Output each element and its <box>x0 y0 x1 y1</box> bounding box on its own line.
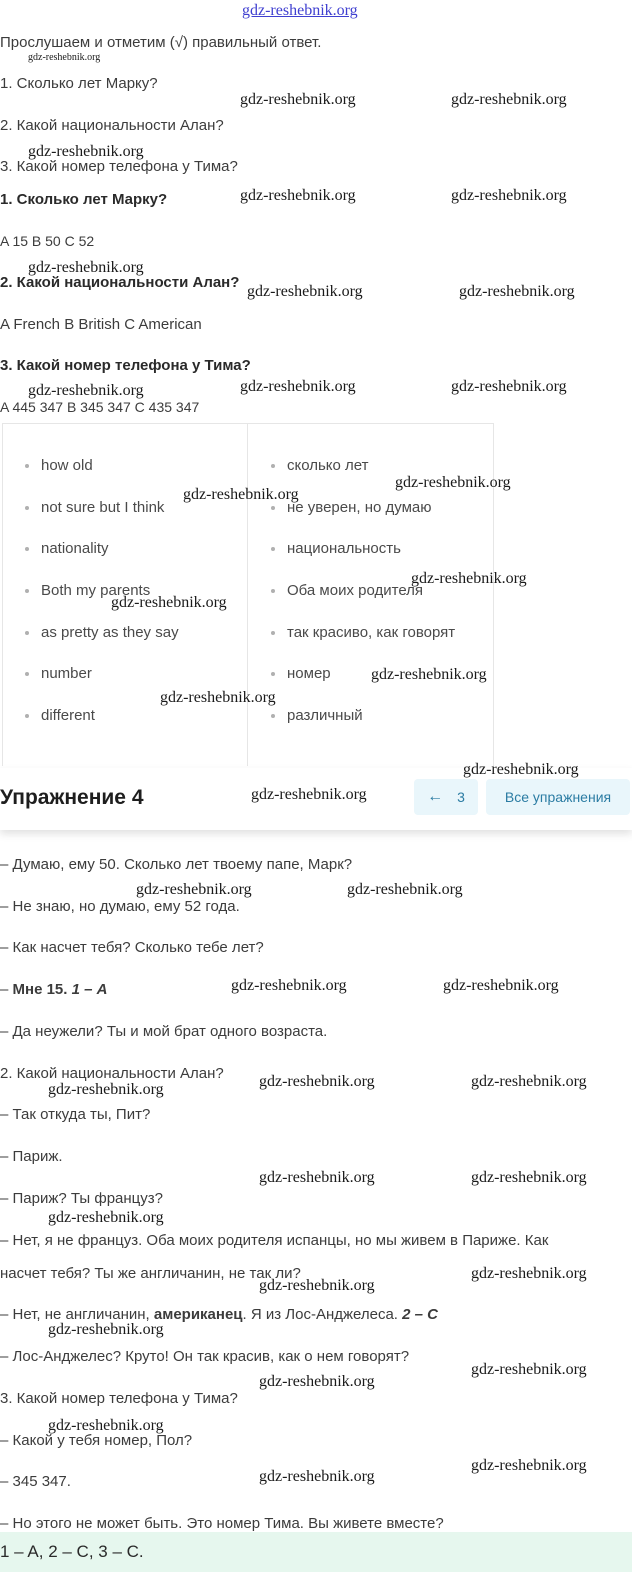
watermark: gdz-reshebnik.org <box>28 52 101 63</box>
dialogue-line: – Думаю, ему 50. Сколько лет твоему папе, Марк? <box>0 856 353 873</box>
watermark: gdz-reshebnik.org <box>459 283 575 300</box>
watermark: gdz-reshebnik.org <box>111 594 227 611</box>
watermark: gdz-reshebnik.org <box>28 259 144 276</box>
watermark: gdz-reshebnik.org <box>347 881 463 898</box>
previous-exercise-button[interactable] <box>414 779 478 815</box>
answer-nationality: американец <box>153 1306 243 1323</box>
watermark: gdz-reshebnik.org <box>247 283 363 300</box>
watermark: gdz-reshebnik.org <box>259 1169 375 1186</box>
watermark: gdz-reshebnik.org <box>231 977 347 994</box>
dialogue-line: – 345 347. <box>0 1473 71 1490</box>
answer-summary <box>0 1532 632 1572</box>
dialogue-line: – Лос-Анджелес? Круто! Он так красив, как о нем говорят? <box>0 1348 410 1365</box>
dialogue-line: – Как насчет тебя? Сколько тебе лет? <box>0 939 264 956</box>
watermark: gdz-reshebnik.org <box>240 378 356 395</box>
watermark: gdz-reshebnik.org <box>259 1373 375 1390</box>
answer-mark-1: 1 – A <box>67 981 108 998</box>
option-question-3: 3. Какой номер телефона у Тима? <box>0 357 251 374</box>
question-3: 3. Какой номер телефона у Тима? <box>0 158 238 175</box>
dialogue-line: – Нет, я не француз. Оба моих родителя испанцы, но мы живем в Париже. Как <box>0 1232 549 1249</box>
vocab-en-item: nationality <box>25 540 109 557</box>
watermark: gdz-reshebnik.org <box>471 1265 587 1282</box>
option-answers-2: A French B British C American <box>0 316 202 333</box>
dialogue-line: – Так откуда ты, Пит? <box>0 1106 151 1123</box>
column-divider <box>247 424 248 766</box>
watermark: gdz-reshebnik.org <box>259 1277 375 1294</box>
watermark: gdz-reshebnik.org <box>411 570 527 587</box>
watermark: gdz-reshebnik.org <box>48 1321 164 1338</box>
watermark: gdz-reshebnik.org <box>451 378 567 395</box>
watermark: gdz-reshebnik.org <box>471 1073 587 1090</box>
watermark: gdz-reshebnik.org <box>471 1361 587 1378</box>
vocab-en-item: how old <box>25 457 93 474</box>
vocab-en-item: as pretty as they say <box>25 624 179 641</box>
watermark: gdz-reshebnik.org <box>259 1073 375 1090</box>
dialogue-line: – Да неужели? Ты и мой брат одного возраста. <box>0 1023 328 1040</box>
watermark: gdz-reshebnik.org <box>240 91 356 108</box>
option-question-2: 2. Какой национальности Алан? <box>0 274 240 291</box>
watermark: gdz-reshebnik.org <box>160 689 276 706</box>
dialogue-line: – Нет, не англичанин, американец. Я из Лос-Анджелеса. 2 – C <box>0 1306 439 1323</box>
vocab-en-item: different <box>25 707 95 724</box>
exercise-title: Упражнение 4 <box>0 786 144 809</box>
dialogue-line: – Париж? Ты француз? <box>0 1190 163 1207</box>
watermark: gdz-reshebnik.org <box>48 1209 164 1226</box>
vocab-en-item: Both my parents <box>25 582 150 599</box>
watermark-link[interactable]: gdz-reshebnik.org <box>242 2 358 19</box>
watermark: gdz-reshebnik.org <box>48 1417 164 1434</box>
watermark: gdz-reshebnik.org <box>471 1169 587 1186</box>
watermark: gdz-reshebnik.org <box>28 382 144 399</box>
dialogue-question: 3. Какой номер телефона у Тима? <box>0 1390 238 1407</box>
option-question-1: 1. Сколько лет Марку? <box>0 191 168 208</box>
dialogue-question: 2. Какой национальности Алан? <box>0 1065 224 1082</box>
watermark: gdz-reshebnik.org <box>136 881 252 898</box>
watermark: gdz-reshebnik.org <box>371 666 487 683</box>
watermark: gdz-reshebnik.org <box>451 187 567 204</box>
watermark: gdz-reshebnik.org <box>48 1081 164 1098</box>
answer-summary-text: 1 – A, 2 – C, 3 – C. <box>0 1542 144 1561</box>
arrow-left-icon: ← <box>427 788 444 805</box>
vocab-ru-item: не уверен, но думаю <box>271 499 432 516</box>
dialogue-line: – Париж. <box>0 1148 63 1165</box>
vocab-en-item: not sure but I think <box>25 499 164 516</box>
vocab-ru-item: сколько лет <box>271 457 369 474</box>
vocab-en-item: number <box>25 665 92 682</box>
watermark: gdz-reshebnik.org <box>183 486 299 503</box>
answer-mark-2: 2 – C <box>397 1306 439 1323</box>
previous-exercise-number: 3 <box>457 789 465 805</box>
question-1: 1. Сколько лет Марку? <box>0 75 158 92</box>
watermark: gdz-reshebnik.org <box>28 143 144 160</box>
watermark: gdz-reshebnik.org <box>259 1468 375 1485</box>
instruction: Прослушаем и отметим (√) правильный ответ. <box>0 34 322 51</box>
answer-age: Мне 15. <box>12 981 68 998</box>
watermark: gdz-reshebnik.org <box>251 786 367 803</box>
vocab-ru-item: национальность <box>271 540 401 557</box>
watermark: gdz-reshebnik.org <box>463 761 579 778</box>
vocab-ru-item: номер <box>271 665 331 682</box>
vocab-ru-item: различный <box>271 707 363 724</box>
all-exercises-button[interactable]: Все упражнения <box>486 779 630 815</box>
option-answers-3: A 445 347 B 345 347 C 435 347 <box>0 399 200 415</box>
dialogue-line: насчет тебя? Ты же англичанин, не так ли? <box>0 1265 301 1282</box>
option-answers-1: A 15 B 50 C 52 <box>0 233 95 249</box>
dialogue-line: – Мне 15. 1 – A <box>0 981 108 998</box>
watermark: gdz-reshebnik.org <box>395 474 511 491</box>
watermark: gdz-reshebnik.org <box>240 187 356 204</box>
vocab-ru-item: так красиво, как говорят <box>271 624 455 641</box>
dialogue-line: – Не знаю, но думаю, ему 52 года. <box>0 898 240 915</box>
watermark: gdz-reshebnik.org <box>471 1457 587 1474</box>
watermark: gdz-reshebnik.org <box>443 977 559 994</box>
watermark: gdz-reshebnik.org <box>451 91 567 108</box>
vocab-ru-item: Оба моих родителя <box>271 582 423 599</box>
question-2: 2. Какой национальности Алан? <box>0 117 224 134</box>
dialogue-line: – Но этого не может быть. Это номер Тима. Вы живете вместе? <box>0 1515 444 1532</box>
dialogue-line: – Какой у тебя номер, Пол? <box>0 1432 193 1449</box>
